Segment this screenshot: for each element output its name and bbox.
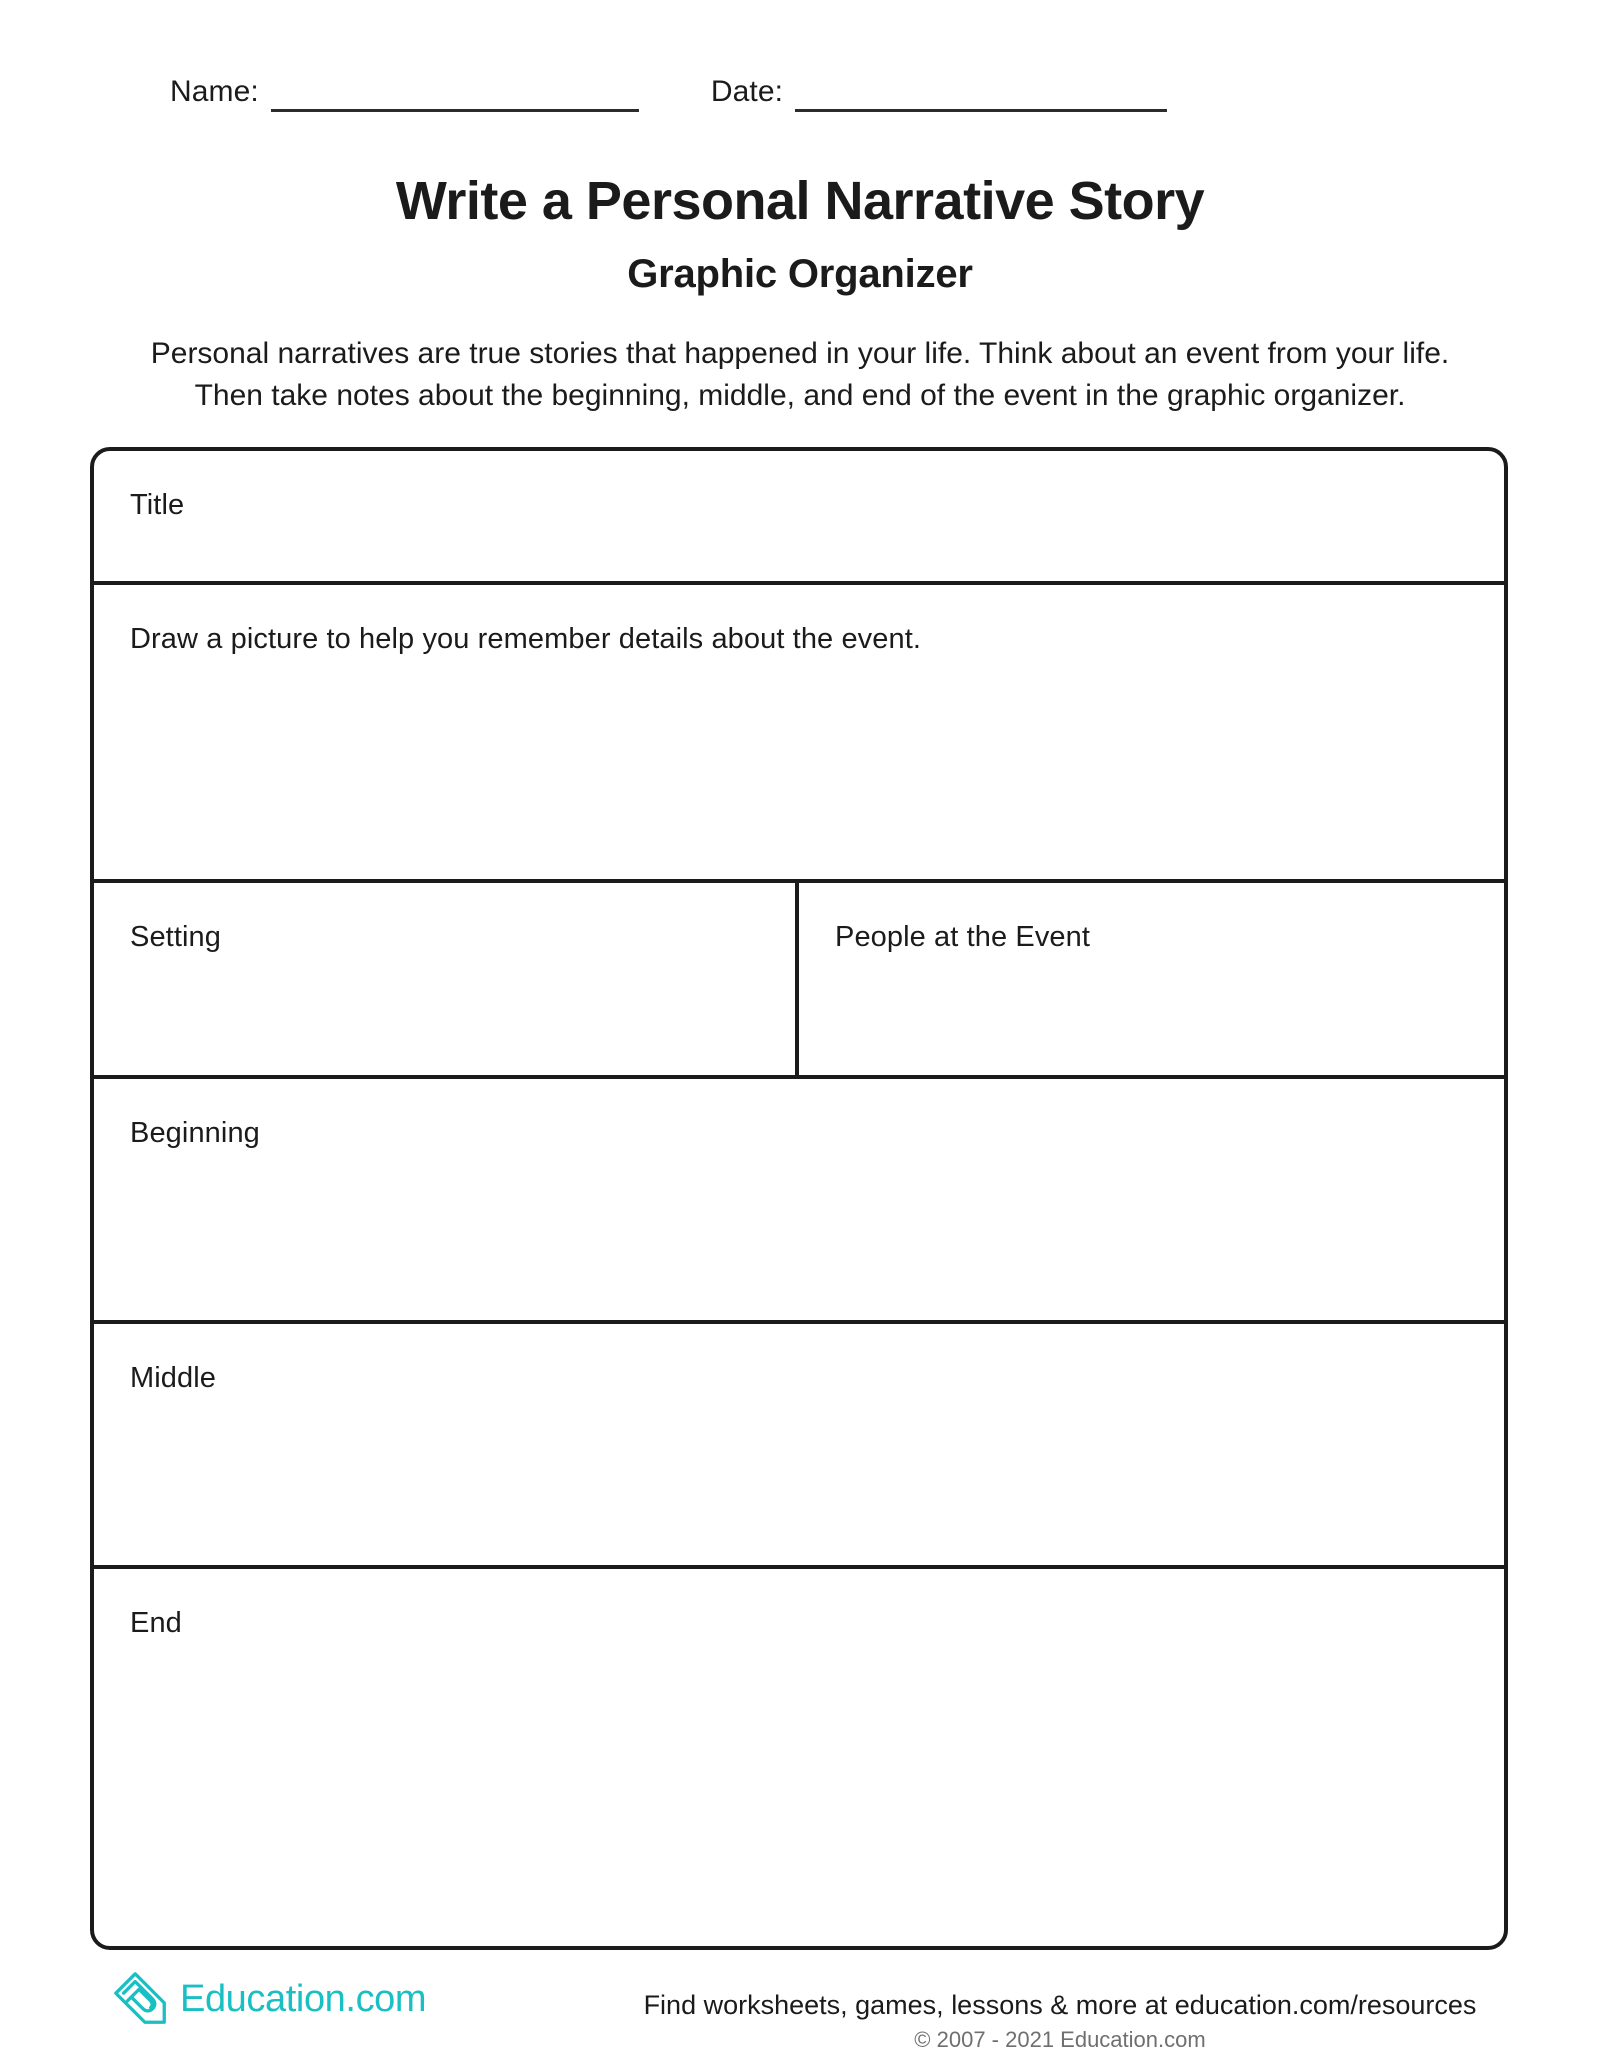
worksheet-subtitle: Graphic Organizer	[627, 252, 973, 296]
label-setting: Setting	[130, 921, 221, 953]
organizer-row-setting-people	[94, 883, 1504, 1079]
date-label: Date:	[710, 75, 784, 108]
date-write-line[interactable]	[795, 79, 1167, 112]
organizer-cell-setting[interactable]	[94, 883, 799, 1075]
name-field-group	[170, 74, 639, 112]
label-draw-picture: Draw a picture to help you remember details about the event.	[130, 623, 922, 655]
name-write-line[interactable]	[271, 79, 639, 112]
footer-promo-text: Find worksheets, games, lessons & more at education.com/resources	[643, 1990, 1477, 2020]
label-middle: Middle	[130, 1362, 217, 1394]
worksheet-title: Write a Personal Narrative Story	[395, 171, 1205, 231]
education-logo-wordmark: Education.com	[180, 1978, 427, 2020]
instructions	[100, 333, 1500, 417]
name-label: Name:	[170, 75, 259, 108]
organizer-row-title[interactable]	[94, 451, 1504, 585]
footer-copyright: © 2007 - 2021 Education.com	[914, 2027, 1206, 2052]
organizer-row-beginning[interactable]	[94, 1079, 1504, 1324]
name-date-header	[0, 56, 1600, 112]
organizer-row-middle[interactable]	[94, 1324, 1504, 1569]
organizer-cell-people[interactable]	[799, 883, 1504, 1075]
organizer-row-draw-picture[interactable]	[94, 585, 1504, 883]
label-end: End	[130, 1607, 182, 1639]
instructions-line-1: Personal narratives are true stories that happened in your life. Think about an event from your life.	[150, 337, 1450, 370]
label-title: Title	[130, 489, 185, 521]
instructions-line-2: Then take notes about the beginning, middle, and end of the event in the graphic organizer.	[194, 379, 1406, 412]
label-beginning: Beginning	[130, 1117, 260, 1149]
label-people-at-the-event: People at the Event	[835, 921, 1091, 953]
organizer-row-end[interactable]	[94, 1569, 1504, 1946]
date-field-group	[711, 74, 1167, 112]
education-book-icon	[110, 1968, 172, 2030]
graphic-organizer	[90, 447, 1508, 1950]
education-logo[interactable]	[110, 1968, 426, 2030]
